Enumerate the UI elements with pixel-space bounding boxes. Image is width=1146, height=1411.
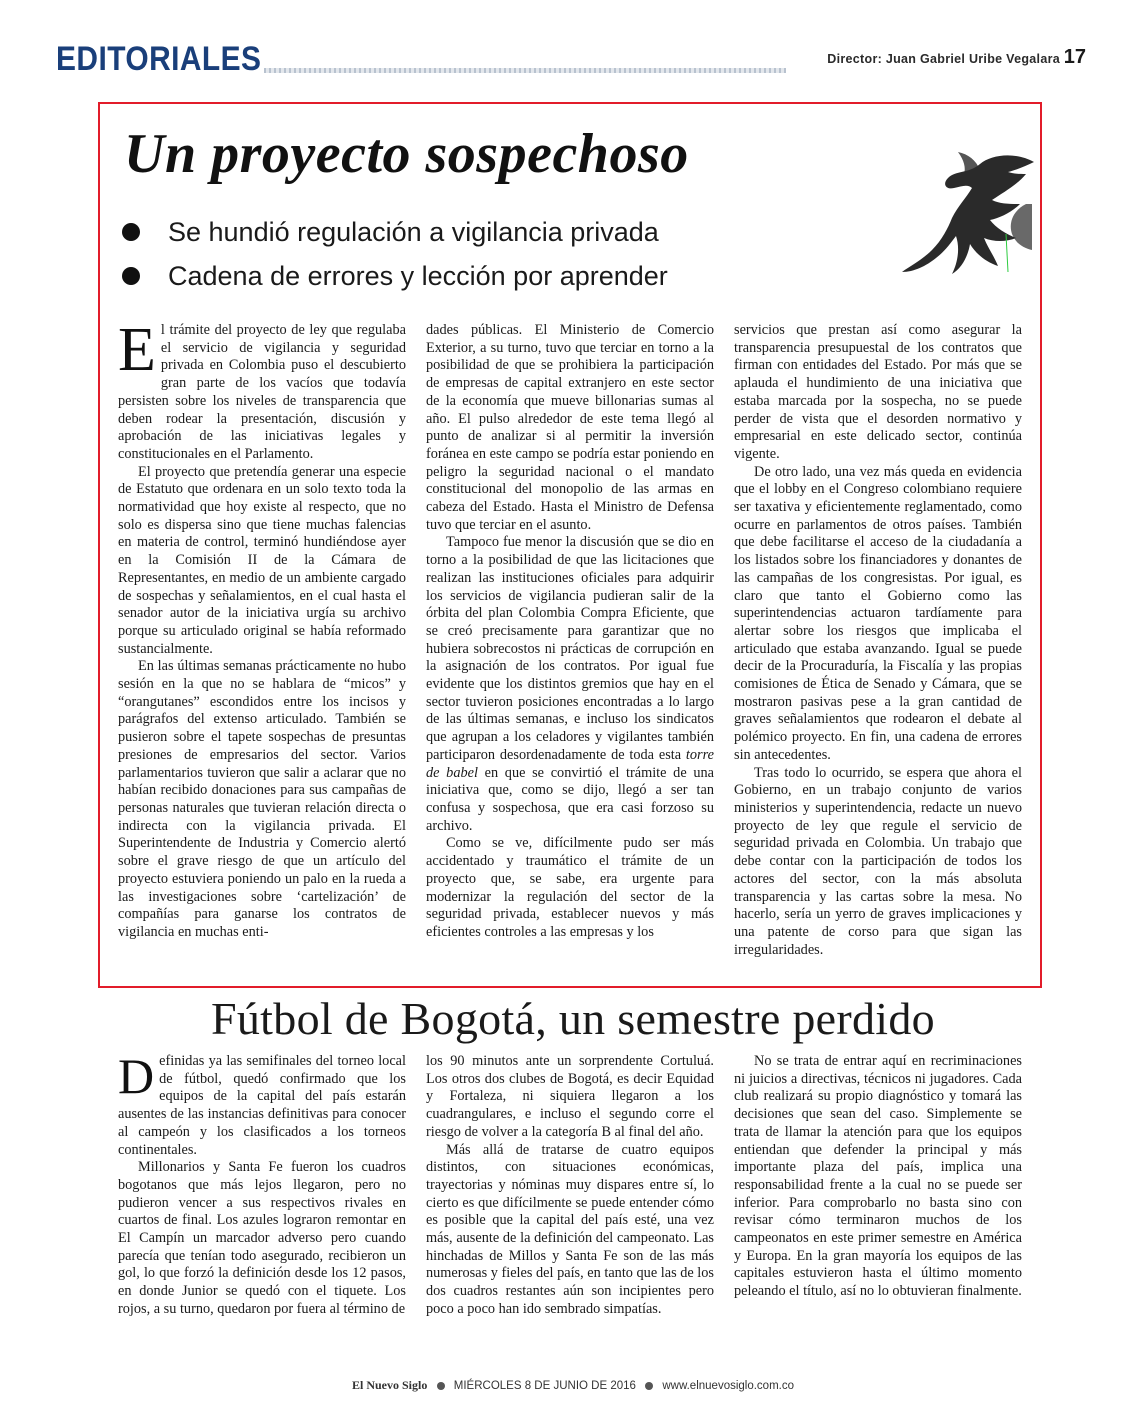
paragraph: No se trata de entrar aquí en recriminaciones ni juicios a directivas, técnicos ni jugadores. Cada club realizará su propio diagnóstico y tomará las decisiones que sean del caso. Simplemente se trata de llamar la atención para que los equipos entiendan que defender la principal y más importante plaza del país, implica una responsabilidad frente a la cual no se puede ser inferior. Para comprobarlo no basta sino con revisar cómo terminaron muchos de los campeonatos en este primer semestre en América y Europa. En la gran mayoría los equipos de las capitales estuvieron hasta el último momento peleando el título, así no lo obtuvieran finalmente. [734, 1053, 1022, 1300]
separator-dot-icon [437, 1382, 445, 1390]
second-editorial-body [118, 1048, 1022, 1353]
article-column [734, 1053, 1022, 1353]
paragraph: los 90 minutos ante un sorprendente Cortuluá. Los otros dos clubes de Bogotá, es decir Equidad y Fortaleza, ni siquiera llegaron a los cuadrangulares, e incluso el segundo corre el riesgo de volver a la categoría B al final del año. [426, 1053, 714, 1140]
paragraph: En las últimas semanas prácticamente no hubo sesión en la que no se hablara de “micos” y “orangutanes” escondidos entre los incisos y parágrafos del extenso articulado. También se pusieron sobre el tapete sospechas de presuntas presiones de empresarios del sector. Varios parlamentarios tuvieron que salir a aclarar que no habían recibido donaciones para sus campañas de personas naturales que tuvieran relación directa o indirecta con la vigilancia privada. El Superintendente de Industria y Comercio alertó sobre el grave riesgo de que un artículo del proyecto estuviera poniendo un palo en la rueda a las investigaciones sobre ‘cartelización’ de compañías para ganarse los contratos de vigilancia en muchas enti- [118, 658, 406, 940]
page-header [56, 38, 1086, 82]
page-number: 17 [1063, 46, 1086, 68]
article-column [426, 1053, 714, 1353]
paragraph: Millonarios y Santa Fe fueron los cuadros bogotanos que más lejos llegaron, pero no pudieron vencer a sus respectivos rivales en cuartos de final. Los azules lograron remontar en El Campín un marcador adverso pero cuando parecía que tenían todo asegurado, recibieron un gol, lo que forzó la definición desde los 12 pasos, en donde Junior se quedó con el tiquete. Los rojos, a su turno, quedaron por fuera al término de [118, 1159, 406, 1317]
editorial-body [118, 316, 1022, 982]
emphasis-text: torre de babel [426, 746, 714, 781]
paragraph: De otro lado, una vez más queda en evidencia que el lobby en el Congreso colombiano requiere ser taxativa y eficientemente reglamentado, como ocurre en parlamentos de otros países. También que debe facilitarse el acceso de la ciudadanía a los listados sobre los financiadores y donantes de las campañas de los congresistas. Por igual, es claro que tanto el Gobierno como las superintendencias actuaron tardíamente para alertar sobre los riesgos que implicaba el articulado que estaba avanzando. Igual se puede decir de la Procuraduría, la Fiscalía y las propias comisiones de Ética de Senado y Cámara, que se mostraron pasivas pese a la gran cantidad de graves señalamientos que rodearon el debate al polémico proyecto. En fin, una cadena de errores sin antecedentes. [734, 463, 1022, 763]
editorial-highlight-box [98, 102, 1042, 988]
second-editorial-headline: Fútbol de Bogotá, un semestre perdido [211, 993, 935, 1044]
paragraph [118, 1048, 406, 1159]
paragraph: dades públicas. El Ministerio de Comercio Exterior, a su turno, tuvo que terciar en torno a la posibilidad de que se prohibiera la participación de empresas de capital extranjero en este sector de la economía que mueve billonarias sumas al año. El pulso alrededor de este tema llegó al punto de analizar si al permitir la inversión foránea en este campo se podría estar poniendo en peligro la seguridad nacional o el mandato constitucional del monopolio de las armas en cabeza del Estado. Hasta el Ministro de Defensa tuvo que terciar en el asunto. [426, 322, 714, 533]
website-link[interactable]: www.elnuevosiglo.com.co [662, 1380, 794, 1392]
page-footer [0, 1378, 1146, 1393]
paragraph-text: Tampoco fue menor la discusión que se dio en torno a la posibilidad de que las licitaciones que realizan las instituciones oficiales para adquirir los servicios de vigilancia pudieran salir de la órbita del plan Colombia Compra Eficiente, que se creó precisamente para garantizar que no hubiera sobrecostos ni prácticas de corrupción en la asignación de los contratos. Por igual fue evidente que los distintos gremios que hay en el sector tuvieron posiciones encontradas a lo largo de las últimas semanas, e incluso los sindicatos que agrupan a los celadores y vigilantes también participaron desordenadamente de toda esta [426, 534, 714, 763]
article-column [426, 322, 714, 982]
drop-cap: E [118, 316, 156, 384]
bullet-item [120, 254, 668, 298]
editorial-bullets [120, 210, 668, 298]
section-label: EDITORIALES [56, 40, 262, 78]
paragraph-text: l trámite del proyecto de ley que regulaba el servicio de vigilancia y seguridad privada en Colombia puso el descubierto gran parte de los vacíos que todavía persisten sobre los niveles de transparencia que deben rodear la presentación, discusión y aprobación de las iniciativas legales y constitucionales en el Parlamento. [118, 322, 406, 462]
separator-dot-icon [645, 1382, 653, 1390]
article-column [734, 322, 1022, 982]
bullet-text: Se hundió regulación a vigilancia privada [168, 217, 659, 247]
paragraph-text: efinidas ya las semifinales del torneo local de fútbol, quedó confirmado que los equipos de la capital del país estarán ausentes de las instancias definitivas para conocer al campeón y los clasificados a los torneos continentales. [118, 1053, 406, 1158]
bullet-dot-icon [122, 223, 140, 241]
paragraph: servicios que prestan así como asegurar la transparencia presupuestal de los contratos que firman con entidades del Estado. Por más que se aplauda el hundimiento de una iniciativa que estaba marcada por la sospecha, no se puede perder de vista que el desorden normativo y empresarial en este delicado sector, continúa vigente. [734, 322, 1022, 462]
bullet-item [120, 210, 668, 254]
article-column [118, 1048, 406, 1353]
editorial-headline: Un proyecto sospechoso [124, 123, 689, 185]
director-credit: Director: Juan Gabriel Uribe Vegalara [827, 52, 1060, 66]
article-column [118, 316, 406, 982]
paragraph: El proyecto que pretendía generar una especie de Estatuto que ordenara en un solo texto toda la normatividad que hoy existe al respecto, que no solo es dispersa sino que tiene muchas falencias en materia de control, terminó hundiéndose ayer en la Comisión II de la Cámara de Representantes, en medio de un ambiente cargado de sospechas y señalamientos, en el cual hasta el senador autor de la iniciativa urgía su archivo porque su articulado original se había reformado sustancialmente. [118, 463, 406, 657]
galloping-horses-icon [896, 144, 1036, 294]
paragraph: Tras todo lo ocurrido, se espera que ahora el Gobierno, en un trabajo conjunto de varios ministerios y superintendencia, redacte un nuevo proyecto de ley que regule el servicio de seguridad privada en Colombia. Un trabajo que debe contar con la participación de todos los actores del sector, con la más absoluta transparencia y las cartas sobre la mesa. No hacerlo, sería un yerro de graves implicaciones y una patente de corso para que sigan las irregularidades. [734, 764, 1022, 958]
newspaper-brand: El Nuevo Siglo [352, 1378, 428, 1392]
paragraph: Más allá de tratarse de cuatro equipos distintos, con situaciones económicas, trayectorias y nóminas muy dispares entre sí, lo cierto es que difícilmente se puede entender cómo es posible que la capital del país esté, una vez más, ausente de la definición del campeonato. Las hinchadas de Millos y Santa Fe son de las más numerosas y fieles del país, en tanto que las de los dos cuadros restantes aún son incipientes pero poco a poco han ido sembrado simpatías. [426, 1141, 714, 1317]
paragraph: Como se ve, difícilmente pudo ser más accidentado y traumático el trámite de un proyecto que, se sabe, era urgente para modernizar la regulación del sector de la seguridad privada, establecer nuevos y más eficientes controles a las empresas y los [426, 835, 714, 940]
header-rule [264, 68, 786, 73]
bullet-dot-icon [122, 267, 140, 285]
bullet-text: Cadena de errores y lección por aprender [168, 261, 668, 291]
paragraph-text: en que se convirtió el trámite de una iniciativa que, como se dijo, llegó a ser tan confusa y sospechosa, que era casi forzoso su archivo. [426, 764, 714, 834]
paragraph [426, 534, 714, 835]
publication-date: MIÉRCOLES 8 DE JUNIO DE 2016 [453, 1380, 636, 1392]
paragraph [118, 316, 406, 464]
drop-cap: D [118, 1048, 155, 1104]
